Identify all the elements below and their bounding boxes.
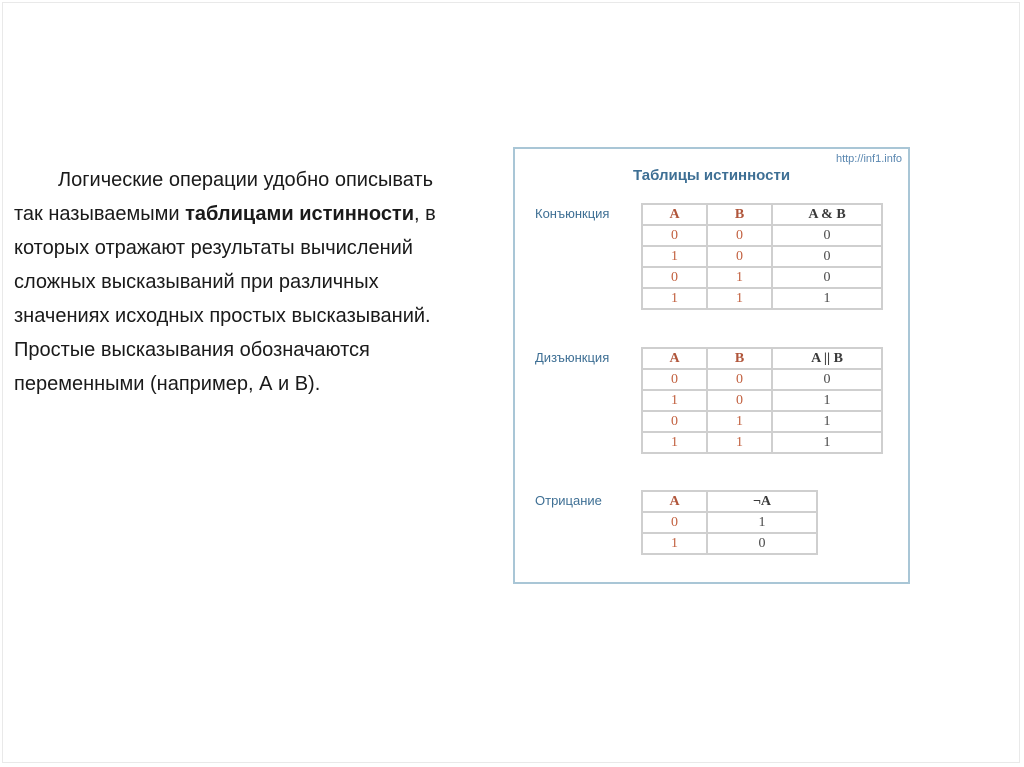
table-row: 1 1 1 <box>642 432 882 453</box>
table-header: B <box>707 204 772 225</box>
table-row: 0 0 0 <box>642 225 882 246</box>
table-row: 0 1 <box>642 512 817 533</box>
table-row: 1 1 1 <box>642 288 882 309</box>
negation-table <box>641 490 818 555</box>
text-line: Логические операции удобно описывать <box>58 169 434 191</box>
bold-term: таблицами истинности <box>185 203 415 225</box>
text-line: так называемыми таблицами истинности, в <box>14 203 436 225</box>
disjunction-table <box>641 347 883 454</box>
table-row: 1 0 0 <box>642 246 882 267</box>
table-row: 1 0 <box>642 533 817 554</box>
table-row: 1 0 1 <box>642 390 882 411</box>
figure-url: http://inf1.info <box>835 153 902 165</box>
table-row: 0 1 1 <box>642 411 882 432</box>
text-line: Простые высказывания обозначаются <box>14 339 370 361</box>
text-line: сложных высказываний при различных <box>14 271 379 293</box>
figure-title: Таблицы истинности <box>632 167 791 184</box>
table-header: A <box>642 204 707 225</box>
table-header: A || B <box>772 348 882 369</box>
conjunction-table <box>641 203 883 310</box>
body-text <box>14 163 510 401</box>
table-header: A <box>642 491 707 512</box>
table-row: 0 0 0 <box>642 369 882 390</box>
truth-tables-figure <box>513 147 910 584</box>
text-line: которых отражают результаты вычислений <box>14 237 413 259</box>
table-header: A <box>642 348 707 369</box>
conjunction-label: Конъюнкция <box>535 206 610 221</box>
negation-label: Отрицание <box>535 493 602 508</box>
table-header: ¬A <box>707 491 817 512</box>
text-line: значениях исходных простых высказываний. <box>14 305 431 327</box>
table-header: B <box>707 348 772 369</box>
text-line: переменными (например, А и В). <box>14 373 321 395</box>
table-row: 0 1 0 <box>642 267 882 288</box>
disjunction-label: Дизъюнкция <box>535 350 610 365</box>
table-header: A & B <box>772 204 882 225</box>
